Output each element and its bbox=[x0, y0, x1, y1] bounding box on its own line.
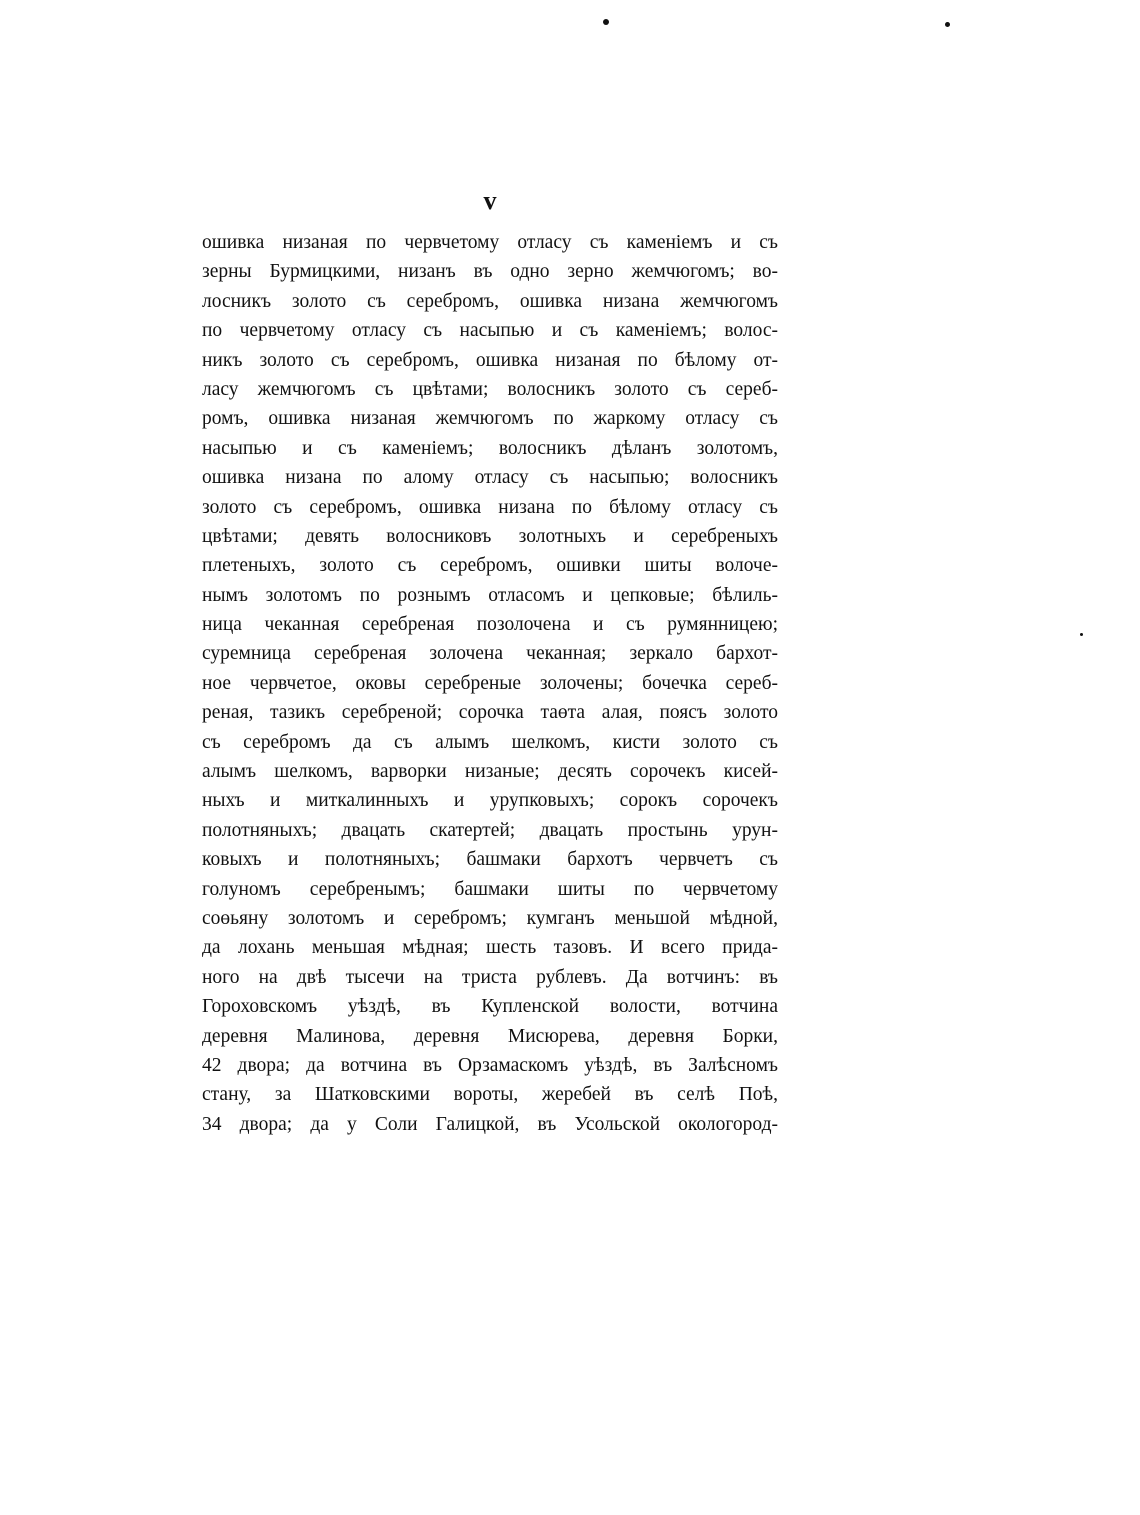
text-line: Гороховскомъ уѣздѣ, въ Купленской волости, вотчина bbox=[202, 996, 778, 1018]
text-line: полотняныхъ; двацать скатертей; двацать простынь урун- bbox=[202, 819, 778, 841]
text-line: насыпью и съ каменіемъ; волосникъ дѣланъ золотомъ, bbox=[202, 437, 778, 459]
text-line: ныхъ и миткалинныхъ и урупковыхъ; сорокъ сорочекъ bbox=[202, 790, 778, 812]
text-line: ное червчетое, оковы серебреные золочены; бочечка сереб- bbox=[202, 672, 778, 694]
text-line: ромъ, ошивка низаная жемчюгомъ по жаркому отласу съ bbox=[202, 408, 778, 430]
text-line: голуномъ серебренымъ; башмаки шиты по червчетому bbox=[202, 878, 778, 900]
text-line: зерны Бурмицкими, низанъ въ одно зерно жемчюгомъ; во- bbox=[202, 261, 778, 283]
text-line: никъ золото съ серебромъ, ошивка низаная по бѣлому от- bbox=[202, 349, 778, 371]
body-text bbox=[202, 228, 778, 1139]
scan-speck bbox=[945, 22, 950, 27]
text-line: стану, за Шатковскими вороты, жеребей въ селѣ Поѣ, bbox=[202, 1084, 778, 1106]
text-line: ного на двѣ тысечи на триста рублевъ. Да вотчинъ: въ bbox=[202, 966, 778, 988]
scan-speck bbox=[603, 19, 609, 25]
text-line: ковыхъ и полотняныхъ; башмаки бархотъ червчетъ съ bbox=[202, 849, 778, 871]
text-line: ошивка низана по алому отласу съ насыпью; волосникъ bbox=[202, 467, 778, 489]
text-line: ошивка низаная по червчетому отласу съ каменіемъ и съ bbox=[202, 232, 778, 253]
text-line: плетеныхъ, золото съ серебромъ, ошивки шиты волоче- bbox=[202, 555, 778, 577]
text-line: по червчетому отласу съ насыпью и съ каменіемъ; волос- bbox=[202, 320, 778, 342]
text-line: ласу жемчюгомъ съ цвѣтами; волосникъ золото съ сереб- bbox=[202, 378, 778, 400]
text-line: суремница серебреная золочена чеканная; зеркало бархот- bbox=[202, 643, 778, 665]
text-line: лосникъ золото съ серебромъ, ошивка низана жемчюгомъ bbox=[202, 290, 778, 312]
text-line: соөьяну золотомъ и серебромъ; кумганъ меньшой мѣдной, bbox=[202, 907, 778, 929]
scan-speck bbox=[1080, 633, 1083, 636]
text-line: цвѣтами; девять волосниковъ золотныхъ и серебреныхъ bbox=[202, 525, 778, 547]
text-line: нымъ золотомъ по рознымъ отласомъ и цепковые; бѣлиль- bbox=[202, 584, 778, 606]
text-line: ница чеканная серебреная позолочена и съ румянницею; bbox=[202, 614, 778, 636]
text-line: съ серебромъ да съ алымъ шелкомъ, кисти золото съ bbox=[202, 731, 778, 753]
text-line: 34 двора; да у Соли Галицкой, въ Усольской окологород- bbox=[202, 1113, 778, 1135]
text-line: 42 двора; да вотчина въ Орзамаскомъ уѣздѣ, въ Залѣсномъ bbox=[202, 1054, 778, 1076]
text-line: золото съ серебромъ, ошивка низана по бѣлому отласу съ bbox=[202, 496, 778, 518]
text-line: деревня Малинова, деревня Мисюрева, деревня Борки, bbox=[202, 1025, 778, 1047]
page-number: v bbox=[483, 186, 497, 215]
text-line: да лохань меньшая мѣдная; шесть тазовъ. И всего прида- bbox=[202, 937, 778, 959]
text-line: реная, тазикъ серебреной; сорочка таөта алая, поясъ золото bbox=[202, 702, 778, 724]
text-line: алымъ шелкомъ, варворки низаные; десять сорочекъ кисей- bbox=[202, 761, 778, 783]
